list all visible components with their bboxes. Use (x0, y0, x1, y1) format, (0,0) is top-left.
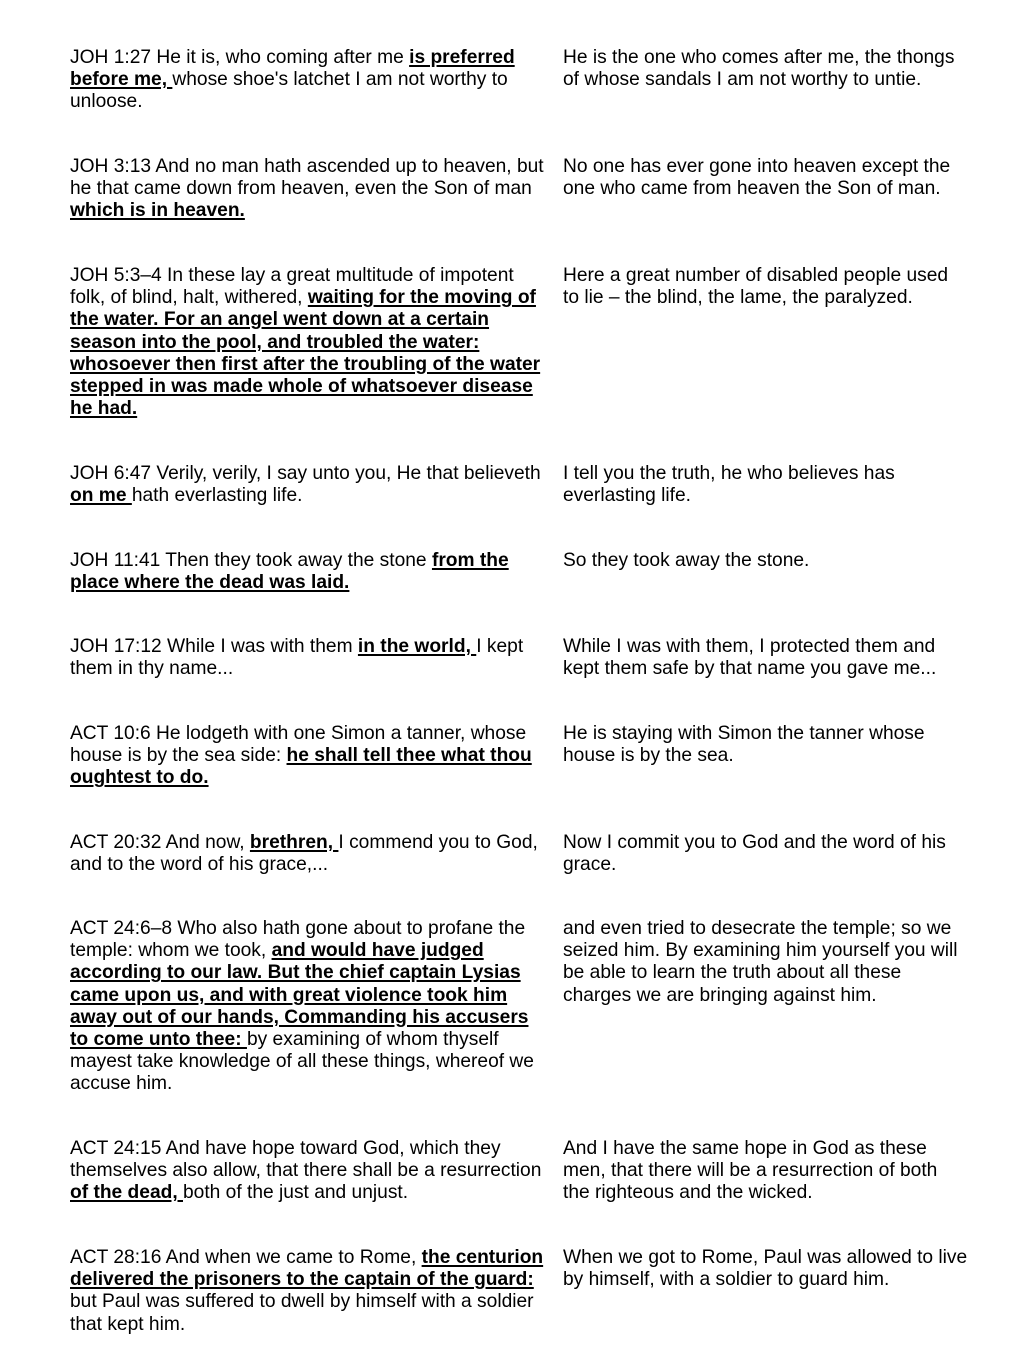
kjv-text (70, 723, 550, 790)
modern-text: And I have the same hope in God as these men, that there will be a resurrection of both the righteous and the wicked. (563, 1138, 938, 1204)
modern-text: So they took away the stone. (563, 550, 810, 571)
kjv-highlight: from the place where the dead was laid. (70, 550, 509, 594)
modern-text: No one has ever gone into heaven except the one who came from heaven the Son of man. (563, 156, 951, 200)
kjv-text (70, 918, 550, 1096)
modern-text: I tell you the truth, he who believes has everlasting life. (563, 463, 895, 507)
kjv-plain: ACT 24:15 And have hope toward God, which they themselves also allow, that there shall be a resurrection (70, 1138, 542, 1182)
kjv-text (70, 156, 550, 223)
kjv-highlight: brethren, (249, 832, 339, 853)
kjv-plain: JOH 5:3–4 In these lay a great multitude of impotent folk, of blind, halt, withered, (70, 265, 514, 309)
kjv-text (70, 463, 550, 507)
modern-text: Now I commit you to God and the word of his grace. (563, 832, 946, 876)
modern-text: He is staying with Simon the tanner whose house is by the sea. (563, 723, 925, 767)
kjv-plain: by examining of whom thyself mayest take knowledge of all these things, whereof we accuse him. (70, 1029, 534, 1095)
kjv-plain: JOH 3:13 And no man hath ascended up to heaven, but he that came down from heaven, even the Son of man (70, 156, 544, 200)
kjv-text (70, 47, 550, 114)
kjv-plain: JOH 11:41 Then they took away the stone (70, 550, 432, 571)
modern-text: While I was with them, I protected them and kept them safe by that name you gave me... (563, 636, 937, 680)
kjv-text (70, 636, 550, 680)
kjv-highlight: is preferred before me, (70, 47, 515, 91)
kjv-plain: but Paul was suffered to dwell by himself with a soldier that kept him. (70, 1291, 534, 1335)
kjv-highlight: of the dead, (70, 1182, 183, 1204)
kjv-plain: ACT 10:6 He lodgeth with one Simon a tanner, whose house is by the sea side: (70, 723, 527, 767)
kjv-plain: JOH 17:12 While I was with them (70, 636, 358, 657)
kjv-text (70, 550, 550, 594)
kjv-plain: JOH 1:27 He it is, who coming after me (70, 47, 410, 68)
modern-text: When we got to Rome, Paul was allowed to live by himself, with a soldier to guard him. (563, 1247, 968, 1291)
kjv-highlight: he shall tell thee what thou oughtest to do. (70, 745, 532, 789)
kjv-plain: JOH 6:47 Verily, verily, I say unto you, He that believeth (70, 463, 541, 484)
kjv-highlight: on me (70, 485, 132, 507)
kjv-plain: whose shoe's latchet I am not worthy to unloose. (70, 69, 508, 113)
kjv-plain: I commend you to God, and to the word of his grace,... (70, 832, 538, 876)
modern-text: He is the one who comes after me, the thongs of whose sandals I am not worthy to untie. (563, 47, 955, 91)
kjv-plain: I kept them in thy name... (70, 636, 524, 680)
kjv-highlight: the centurion delivered the prisoners to the captain of the guard: (70, 1247, 544, 1291)
kjv-plain: ACT 24:6–8 Who also hath gone about to profane the temple: whom we took, (70, 918, 526, 962)
kjv-plain: hath everlasting life. (131, 485, 303, 507)
kjv-text (70, 1138, 550, 1205)
kjv-text (70, 265, 550, 420)
kjv-highlight: waiting for the moving of the water. For an angel went down at a certain season into the pool, and troubled the water: whosoever then first after the troubling of the water stepped in was made whole of whatsoever disease he had. (70, 287, 541, 420)
modern-text: Here a great number of disabled people used to lie – the blind, the lame, the paralyzed. (563, 265, 949, 309)
kjv-highlight: which is in heaven. (70, 200, 245, 222)
kjv-plain: ACT 20:32 And now, (70, 832, 250, 853)
kjv-highlight: and would have judged according to our law. But the chief captain Lysias came upon us, and with great violence took him away out of our hands, Commanding his accusers to come unto thee: (70, 940, 529, 1051)
kjv-plain: ACT 28:16 And when we came to Rome, (70, 1247, 422, 1268)
modern-text: and even tried to desecrate the temple; so we seized him. By examining him yourself you will be able to learn the truth about all these charges we are bringing against him. (563, 918, 958, 1006)
kjv-text (70, 832, 550, 876)
kjv-text (70, 1247, 550, 1336)
kjv-highlight: in the world, (357, 636, 477, 657)
kjv-plain: both of the just and unjust. (183, 1182, 409, 1204)
